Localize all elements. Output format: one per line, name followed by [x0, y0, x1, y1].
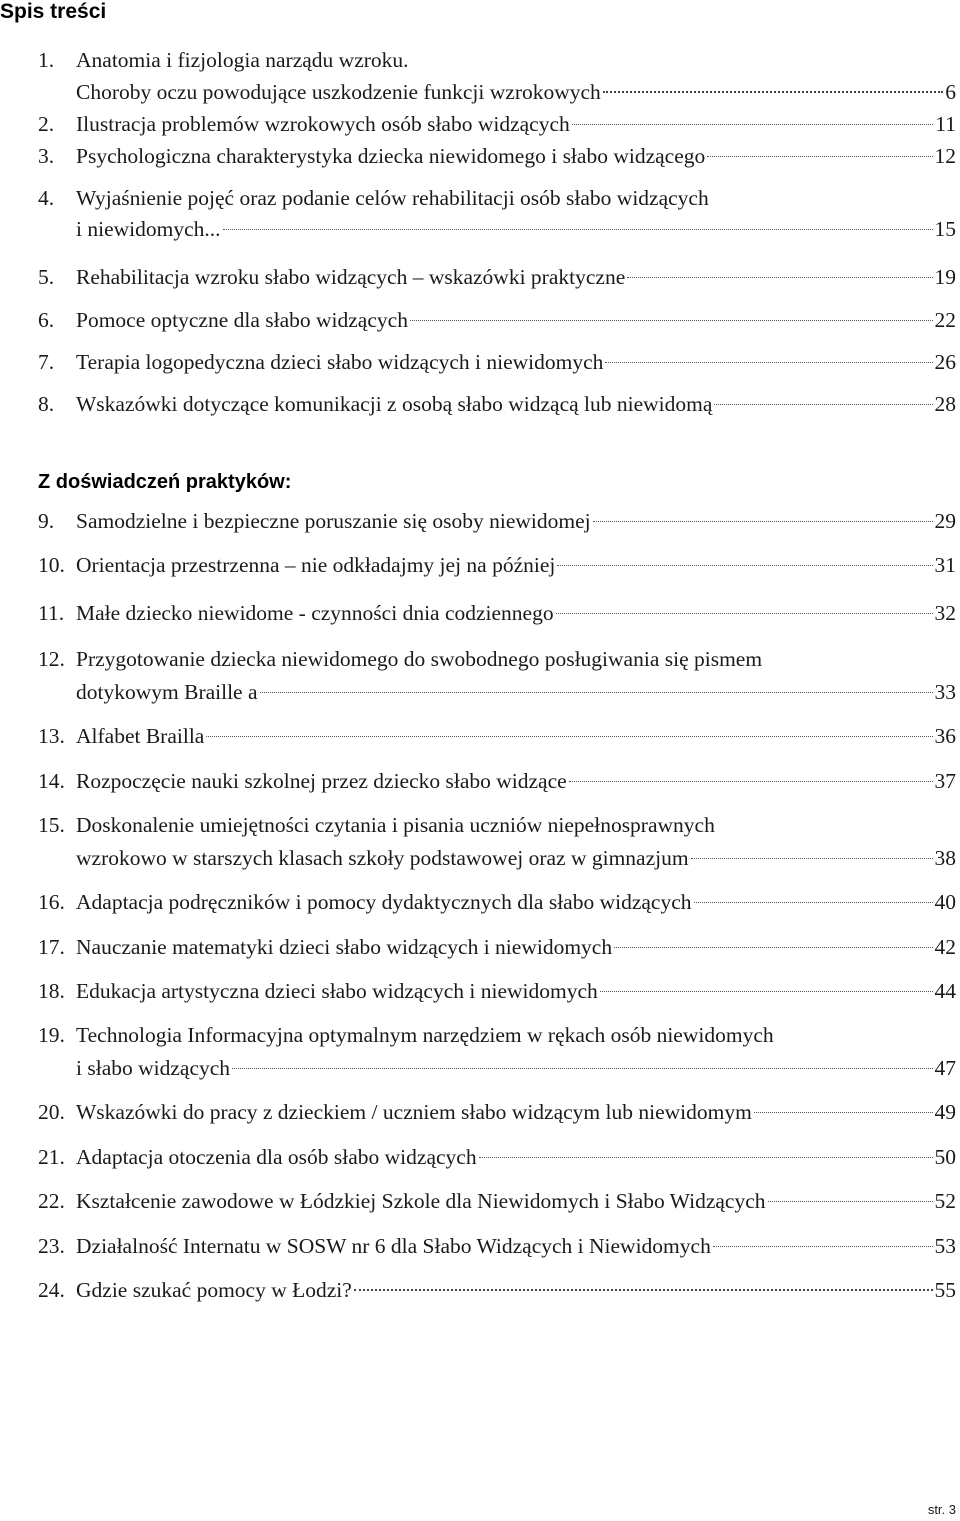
toc-entry-11[interactable]: [38, 598, 956, 628]
toc-entry-5[interactable]: [38, 262, 956, 292]
toc-title: Rehabilitacja wzroku słabo widzących – wskazówki praktyczne: [76, 265, 626, 289]
toc-entry-1-cont[interactable]: [76, 77, 956, 107]
toc-title: Wskazówki do pracy z dzieckiem / uczniem słabo widzącym lub niewidomym: [76, 1100, 752, 1124]
dot-leader: [605, 361, 932, 363]
toc-page-number: 19: [934, 265, 956, 289]
toc-number: 21.: [38, 1145, 65, 1169]
toc-title: dotykowym Braille a: [76, 680, 258, 704]
toc-entry-7[interactable]: [38, 347, 956, 377]
toc-number: 19.: [38, 1023, 65, 1047]
toc-entry-14[interactable]: [38, 766, 956, 796]
toc-title: Adaptacja otoczenia dla osób słabo widzących: [76, 1145, 477, 1169]
dot-leader: [603, 90, 943, 93]
toc-number: 6.: [38, 308, 55, 332]
toc-title: Samodzielne i bezpieczne poruszanie się osoby niewidomej: [76, 509, 591, 533]
toc-title: Przygotowanie dziecka niewidomego do swobodnego posługiwania się pismem: [76, 647, 763, 671]
dot-leader: [614, 946, 932, 948]
dot-leader: [754, 1111, 933, 1113]
toc-page-number: 42: [934, 935, 956, 959]
toc-title: Nauczanie matematyki dzieci słabo widzących i niewidomych: [76, 935, 613, 959]
toc-number: 1.: [38, 48, 55, 72]
dot-leader: [768, 1200, 933, 1202]
toc-entry-4-cont[interactable]: [76, 214, 956, 244]
toc-title: Edukacja artystyczna dzieci słabo widzących i niewidomych: [76, 979, 598, 1003]
toc-number: 7.: [38, 350, 55, 374]
dot-leader: [557, 564, 932, 566]
toc-number: 24.: [38, 1278, 65, 1302]
toc-number: 8.: [38, 392, 55, 416]
toc-number: 13.: [38, 724, 65, 748]
dot-leader: [479, 1156, 933, 1158]
toc-number: 2.: [38, 112, 55, 136]
toc-page-number: 37: [934, 769, 956, 793]
toc-entry-15-cont[interactable]: [76, 843, 956, 873]
toc-number: 17.: [38, 935, 65, 959]
dot-leader: [691, 857, 933, 859]
toc-page-number: 40: [934, 890, 956, 914]
toc-entry-24[interactable]: [38, 1275, 956, 1305]
dot-leader: [354, 1288, 933, 1291]
dot-leader: [694, 901, 933, 903]
toc-entry-22[interactable]: [38, 1186, 956, 1216]
toc-entry-20[interactable]: [38, 1097, 956, 1127]
toc-entry-13[interactable]: [38, 721, 956, 751]
toc-entry-21[interactable]: [38, 1142, 956, 1172]
toc-entry-15[interactable]: [38, 810, 956, 840]
toc-title: Gdzie szukać pomocy w Łodzi?: [76, 1278, 352, 1302]
dot-leader: [556, 612, 933, 614]
toc-page-number: 36: [934, 724, 956, 748]
toc-entry-8[interactable]: [38, 389, 956, 419]
toc-number: 22.: [38, 1189, 65, 1213]
dot-leader: [627, 276, 932, 278]
toc-title: Technologia Informacyjna optymalnym narzędziem w rękach osób niewidomych: [76, 1023, 774, 1047]
toc-title: Psychologiczna charakterystyka dziecka niewidomego i słabo widzącego: [76, 144, 706, 168]
dot-leader: [206, 735, 932, 737]
toc-page-number: 53: [934, 1234, 956, 1258]
toc-number: 14.: [38, 769, 65, 793]
toc-title: Alfabet Brailla: [76, 724, 205, 748]
toc-page-number: 11: [935, 112, 956, 136]
dot-leader: [600, 990, 933, 992]
toc-title: Anatomia i fizjologia narządu wzroku.: [76, 48, 409, 72]
toc-title: wzrokowo w starszych klasach szkoły podstawowej oraz w gimnazjum: [76, 846, 689, 870]
toc-number: 20.: [38, 1100, 65, 1124]
toc-entry-19[interactable]: [38, 1020, 956, 1050]
toc-page-number: 33: [934, 680, 956, 704]
toc-page-number: 50: [934, 1145, 956, 1169]
toc-title: Wskazówki dotyczące komunikacji z osobą słabo widzącą lub niewidomą: [76, 392, 713, 416]
toc-entry-4[interactable]: [38, 183, 956, 213]
toc-entry-3[interactable]: [38, 141, 956, 171]
dot-leader: [593, 520, 933, 522]
toc-page-number: 44: [934, 979, 956, 1003]
toc-entry-2[interactable]: [38, 109, 956, 139]
toc-entry-12[interactable]: [38, 644, 956, 674]
toc-page-number: 22: [934, 308, 956, 332]
toc-title: i niewidomych...: [76, 217, 221, 241]
toc-entry-10[interactable]: [38, 550, 956, 580]
toc-title: Działalność Internatu w SOSW nr 6 dla Słabo Widzących i Niewidomych: [76, 1234, 711, 1258]
toc-number: 12.: [38, 647, 65, 671]
toc-entry-6[interactable]: [38, 305, 956, 335]
toc-number: 11.: [38, 601, 65, 625]
toc-entry-18[interactable]: [38, 976, 956, 1006]
toc-title: Ilustracja problemów wzrokowych osób słabo widzących: [76, 112, 570, 136]
toc-title: i słabo widzących: [76, 1056, 231, 1080]
toc-entry-17[interactable]: [38, 932, 956, 962]
page-title: Spis treści: [0, 0, 107, 23]
toc-page-number: 6: [945, 80, 956, 104]
dot-leader: [569, 780, 933, 782]
toc-title: Rozpoczęcie nauki szkolnej przez dziecko słabo widzące: [76, 769, 567, 793]
toc-number: 23.: [38, 1234, 65, 1258]
toc-page-number: 32: [934, 601, 956, 625]
toc-page-number: 28: [934, 392, 956, 416]
toc-page-number: 26: [934, 350, 956, 374]
toc-title: Adaptacja podręczników i pomocy dydaktycznych dla słabo widzących: [76, 890, 692, 914]
toc-title: Pomoce optyczne dla słabo widzących: [76, 308, 408, 332]
toc-title: Kształcenie zawodowe w Łódzkiej Szkole dla Niewidomych i Słabo Widzących: [76, 1189, 766, 1213]
dot-leader: [714, 403, 932, 405]
toc-title: Terapia logopedyczna dzieci słabo widzących i niewidomych: [76, 350, 604, 374]
toc-number: 18.: [38, 979, 65, 1003]
toc-entry-12-cont[interactable]: [76, 677, 956, 707]
toc-entry-23[interactable]: [38, 1231, 956, 1261]
toc-number: 16.: [38, 890, 65, 914]
section-heading: Z doświadczeń praktyków:: [38, 471, 292, 493]
toc-page-number: 52: [934, 1189, 956, 1213]
toc-page-number: 49: [934, 1100, 956, 1124]
toc-page-number: 31: [934, 553, 956, 577]
toc-page-number: 55: [934, 1278, 956, 1302]
toc-title: Małe dziecko niewidome - czynności dnia codziennego: [76, 601, 554, 625]
toc-title: Doskonalenie umiejętności czytania i pisania uczniów niepełnosprawnych: [76, 813, 715, 837]
dot-leader: [572, 123, 934, 125]
toc-number: 5.: [38, 265, 55, 289]
dot-leader: [707, 155, 932, 157]
toc-page-number: 12: [934, 144, 956, 168]
dot-leader: [223, 228, 933, 230]
dot-leader: [713, 1245, 933, 1247]
toc-page-number: 47: [934, 1056, 956, 1080]
toc-page-number: 29: [934, 509, 956, 533]
toc-number: 3.: [38, 144, 55, 168]
toc-entry-16[interactable]: [38, 887, 956, 917]
dot-leader: [232, 1067, 932, 1069]
toc-number: 4.: [38, 186, 55, 210]
page-footer-number: str. 3: [927, 1502, 956, 1517]
toc-entry-1[interactable]: [38, 45, 956, 75]
toc-entry-19-cont[interactable]: [76, 1053, 956, 1083]
toc-page-number: 38: [934, 846, 956, 870]
toc-title: Wyjaśnienie pojęć oraz podanie celów rehabilitacji osób słabo widzących: [76, 186, 709, 210]
toc-entry-9[interactable]: [38, 506, 956, 536]
toc-number: 9.: [38, 509, 55, 533]
toc-number: 10.: [38, 553, 65, 577]
dot-leader: [260, 691, 933, 693]
toc-title: Orientacja przestrzenna – nie odkładajmy jej na później: [76, 553, 556, 577]
dot-leader: [410, 319, 933, 321]
toc-number: 15.: [38, 813, 65, 837]
toc-title: Choroby oczu powodujące uszkodzenie funkcji wzrokowych: [76, 80, 601, 104]
toc-page-number: 15: [934, 217, 956, 241]
